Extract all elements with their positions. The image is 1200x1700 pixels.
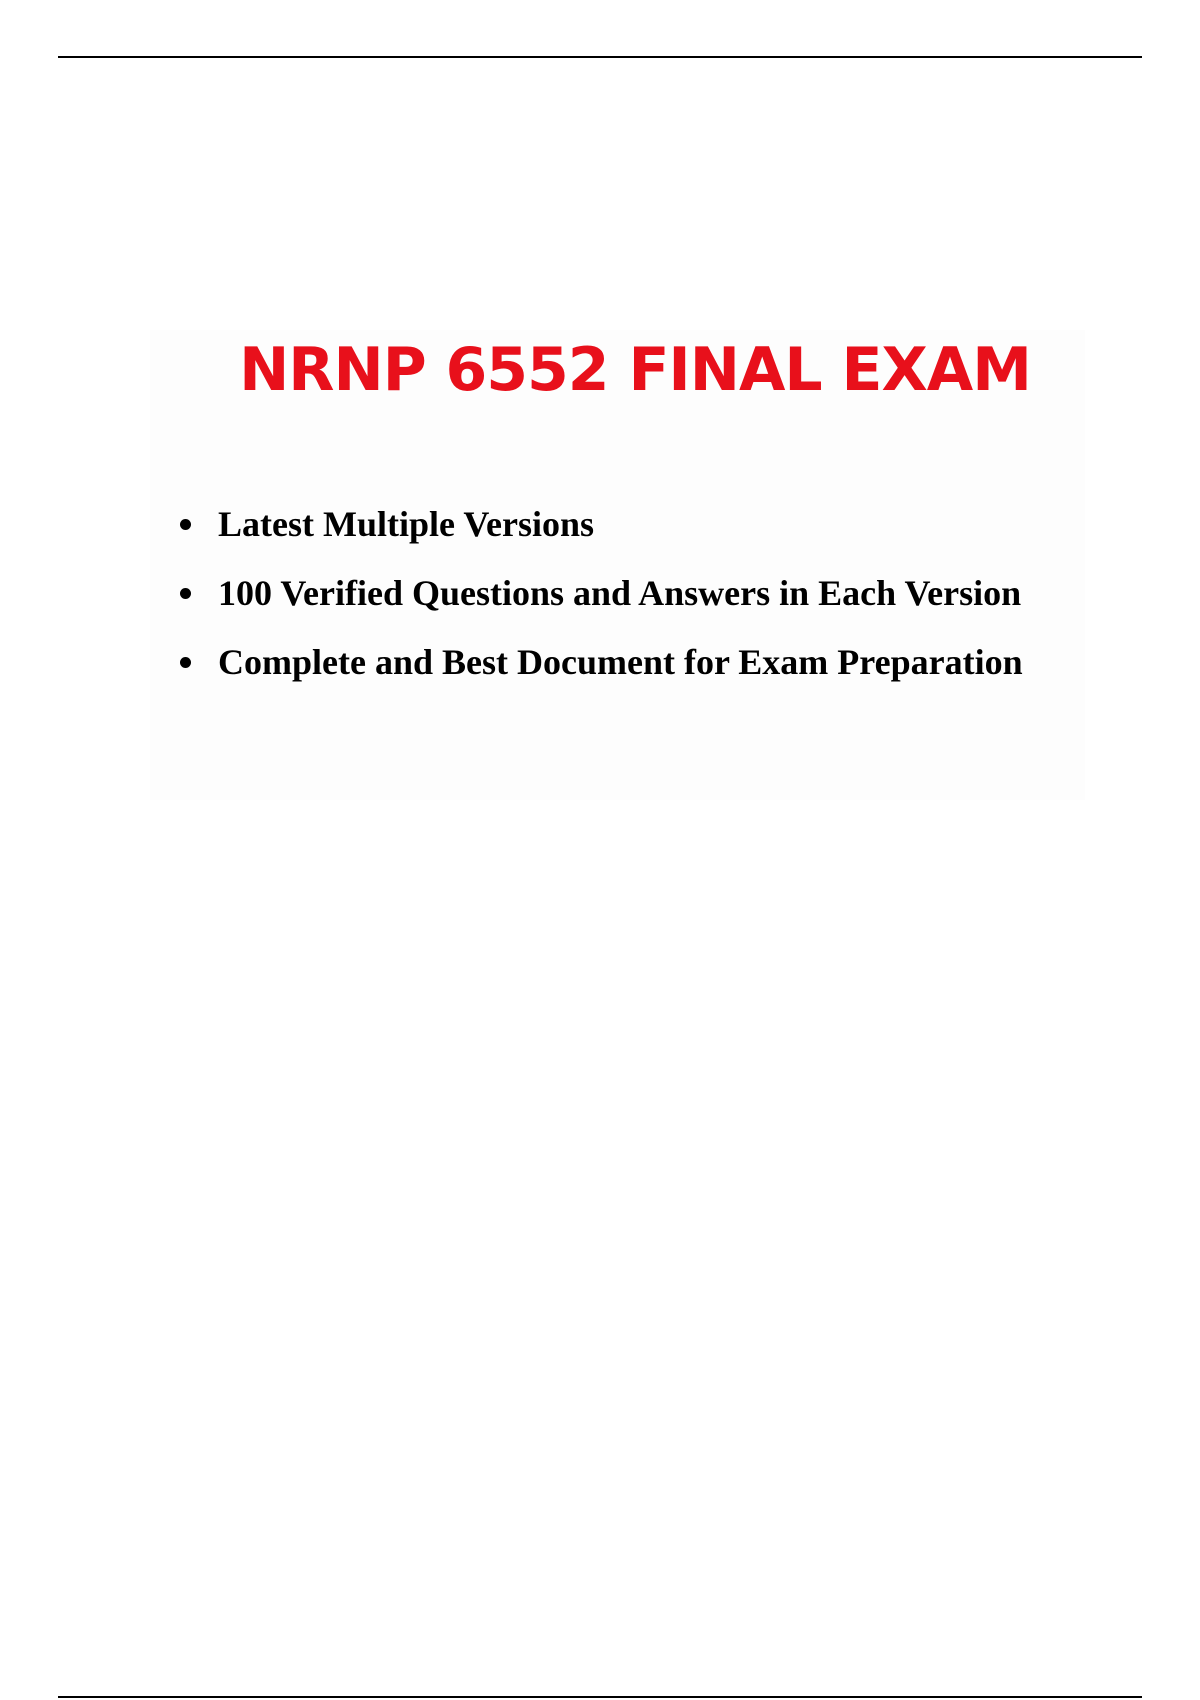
footer-rule xyxy=(58,1696,1142,1698)
list-item-text: 100 Verified Questions and Answers in Each Version xyxy=(218,573,1022,613)
bullet-icon xyxy=(180,519,191,530)
bullet-icon xyxy=(180,588,191,599)
list-item-text: Latest Multiple Versions xyxy=(218,504,595,544)
list-item-text: Complete and Best Document for Exam Preparation xyxy=(218,642,1023,682)
document-title: NRNP 6552 FINAL EXAM xyxy=(239,335,1031,405)
feature-list xyxy=(178,496,1023,703)
header-rule xyxy=(58,56,1142,58)
list-item xyxy=(178,496,1023,565)
bullet-icon xyxy=(180,657,191,668)
list-item xyxy=(178,565,1023,634)
list-item xyxy=(178,634,1023,703)
